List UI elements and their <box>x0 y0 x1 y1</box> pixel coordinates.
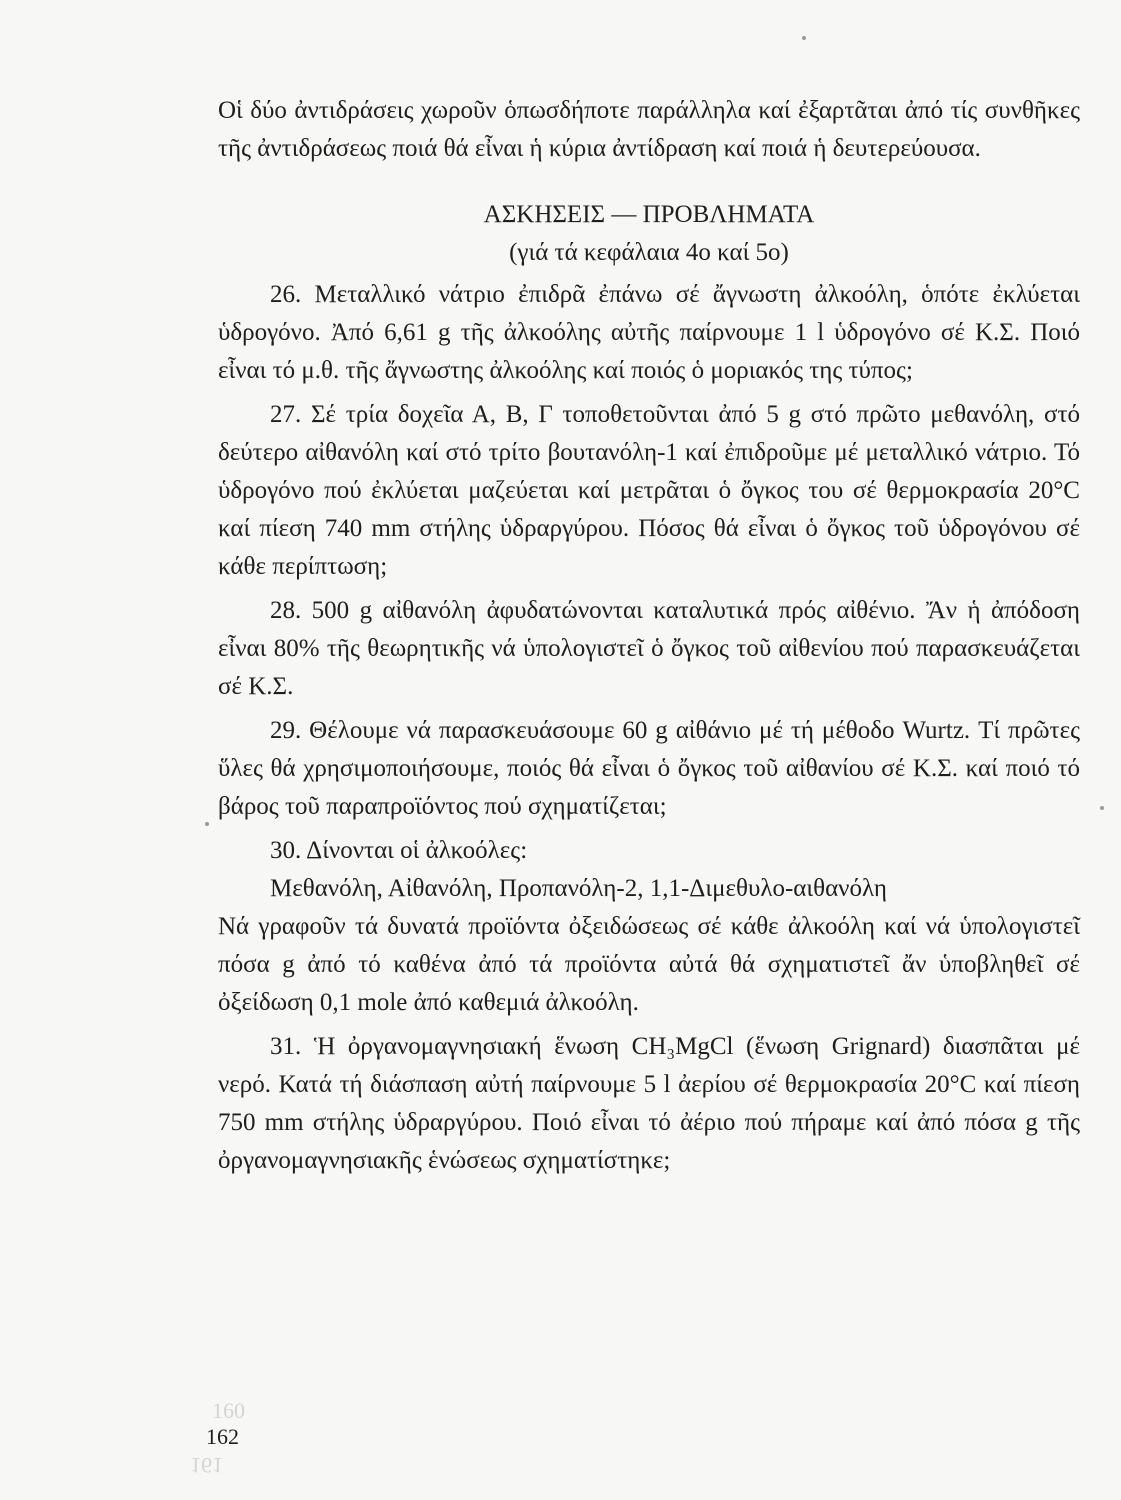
section-subtitle: (γιά τά κεφάλαια 4ο καί 5ο) <box>509 239 789 266</box>
intro-paragraph: Οἱ δύο ἀντιδράσεις χωροῦν ὁπωσδήποτε παράλληλα καί ἐξαρτᾶται ἀπό τίς συνθῆκες τῆς ἀντιδράσεως ποιά θά εἶναι ἡ κύρια ἀντίδραση καί ποιά ἡ δευτερεύουσα. <box>218 97 1080 162</box>
scan-speck <box>802 36 806 40</box>
scan-speck <box>205 822 209 826</box>
problem-31: 31. Ἡ ὀργανομαγνησιακή ἕνωση CH₃MgCl (ἕνωση Grignard) διασπᾶται μέ νερό. Κατά τή διάσπαση αὐτή παίρνουμε 5 l ἀερίου σέ θερμοκρασία 20°C καί πίεση 750 mm στήλης ὑδραργύρου. Ποιό εἶναι τό ἀέριο πού πήραμε καί ἀπό πόσα g τῆς ὀργανομαγνησιακῆς ἑνώσεως σχηματίστηκε; <box>218 1033 1080 1174</box>
problem-28: 28. 500 g αἰθανόλη ἀφυδατώνονται καταλυτικά πρός αἰθένιο. Ἄν ἡ ἀπόδοση εἶναι 80% τῆς θεωρητικῆς νά ὑπολογιστεῖ ὁ ὄγκος τοῦ αἰθενίου πού παρασκευάζεται σέ Κ.Σ. <box>218 597 1080 700</box>
show-through-number-b: 161 <box>190 1453 223 1478</box>
problem-30-alcohol-list: Μεθανόλη, Αἰθανόλη, Προπανόλη-2, 1,1-Διμεθυλο-αιθανόλη <box>270 875 887 902</box>
problem-29: 29. Θέλουμε νά παρασκευάσουμε 60 g αἰθάνιο μέ τή μέθοδο Wurtz. Τί πρῶτες ὕλες θά χρησιμοποιήσουμε, ποιός θά εἶναι ὁ ὄγκος τοῦ αἰθανίου σέ Κ.Σ. καί ποιό τό βάρος τοῦ παραπροϊόντος πού σχηματίζεται; <box>218 717 1080 820</box>
problem-30-text: Νά γραφοῦν τά δυνατά προϊόντα ὀξειδώσεως σέ κάθε ἀλκοόλη καί νά ὑπολογιστεῖ πόσα g ἀπό τό καθένα ἀπό τά προϊόντα αὐτά θά σχηματιστεῖ ἄν ὑποβληθεῖ σέ ὀξείδωση 0,1 mole ἀπό καθεμιά ἀλκοόλη. <box>218 913 1080 1016</box>
scan-speck <box>1100 806 1104 810</box>
problem-27: 27. Σέ τρία δοχεῖα Α, Β, Γ τοποθετοῦνται ἀπό 5 g στό πρῶτο μεθανόλη, στό δεύτερο αἰθανόλη καί στό τρίτο βουτανόλη-1 καί ἐπιδροῦμε μέ μεταλλικό νάτριο. Τό ὑδρογόνο πού ἐκλύεται μαζεύεται καί μετρᾶται ὁ ὄγκος του σέ θερμοκρασία 20°C καί πίεση 740 mm στήλης ὑδραργύρου. Πόσος θά εἶναι ὁ ὄγκος τοῦ ὑδρογόνου σέ κάθε περίπτωση; <box>218 401 1080 580</box>
page-body <box>218 92 1080 1180</box>
show-through-number-a: 160 <box>212 1398 245 1423</box>
page-number: 162 <box>206 1424 239 1449</box>
problem-26: 26. Μεταλλικό νάτριο ἐπιδρᾶ ἐπάνω σέ ἄγνωστη ἀλκοόλη, ὁπότε ἐκλύεται ὑδρογόνο. Ἀπό 6,61 g τῆς ἀλκοόλης αὐτῆς παίρνουμε 1 l ὑδρογόνο σέ Κ.Σ. Ποιό εἶναι τό μ.θ. τῆς ἄγνωστης ἀλκοόλης καί ποιός ὁ μοριακός της τύπος; <box>218 281 1080 384</box>
section-title: ΑΣΚΗΣΕΙΣ — ΠΡΟΒΛΗΜΑΤΑ <box>483 201 815 228</box>
problem-30-intro: 30. Δίνονται οἱ ἀλκοόλες: <box>270 837 528 864</box>
